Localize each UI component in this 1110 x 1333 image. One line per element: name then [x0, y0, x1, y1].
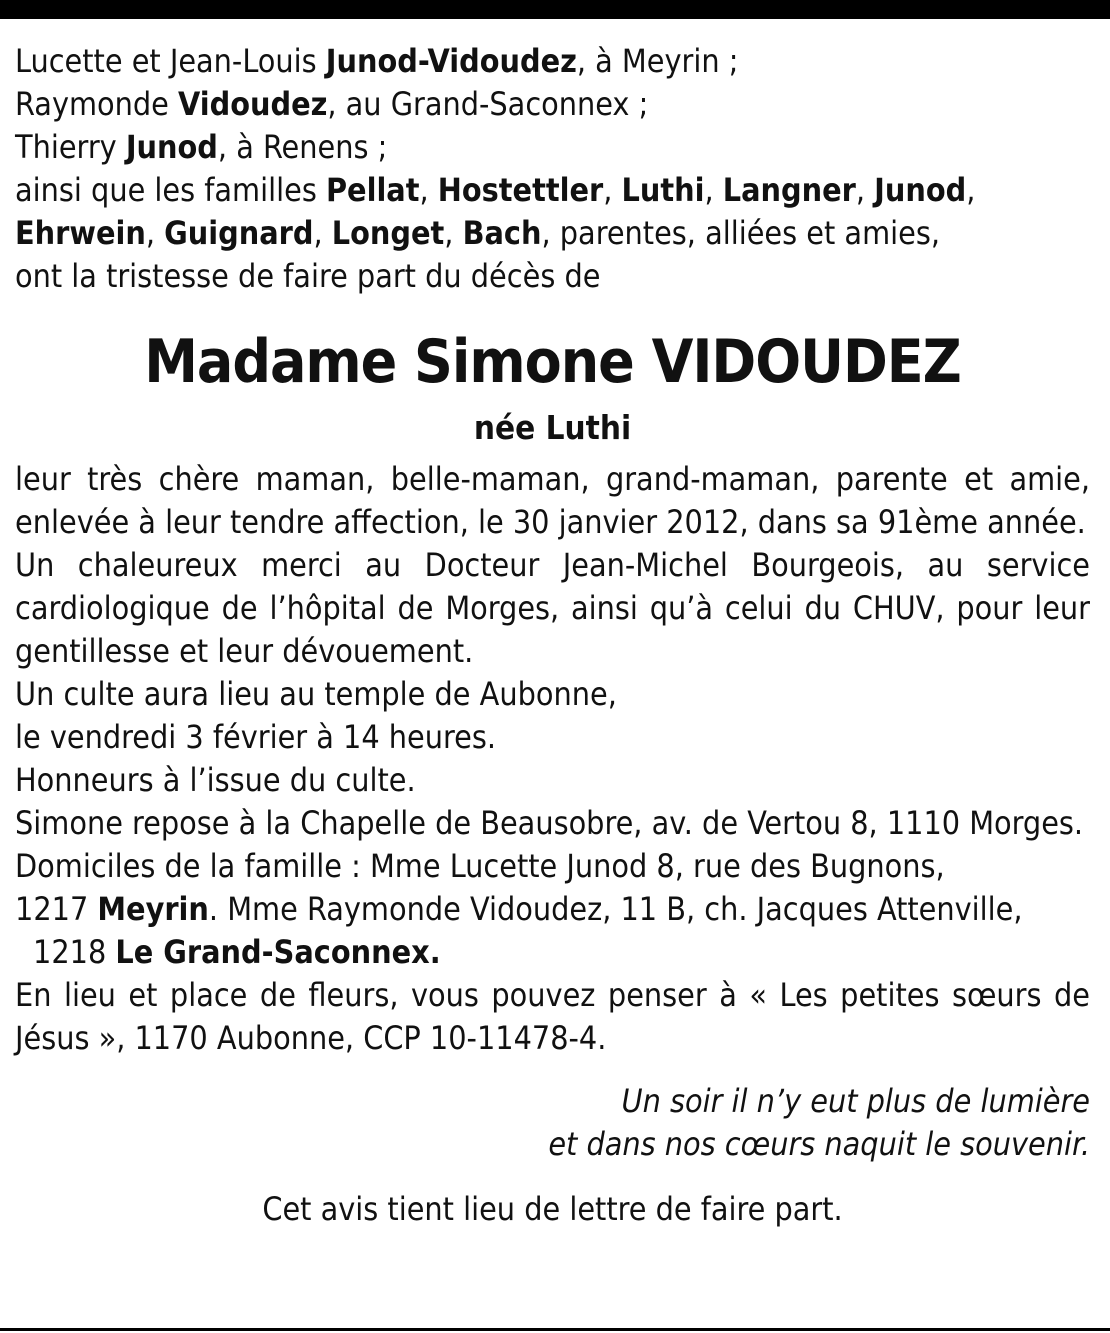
- family-surname: Longet: [331, 214, 445, 252]
- separator: ,: [313, 214, 332, 252]
- service-date: le vendredi 3 février à 14 heures.: [15, 718, 496, 756]
- family-line-3: [15, 126, 1090, 169]
- family-place: , à Meyrin ;: [576, 42, 739, 80]
- family-surname: Junod: [874, 171, 967, 209]
- families-line-1: ainsi que les familles Pellat, Hostettler, Luthi, Langner, Junod,: [15, 171, 976, 209]
- poem-line-2: et dans nos cœurs naquit le souvenir.: [548, 1125, 1090, 1163]
- family-surname: Langner: [722, 171, 856, 209]
- postcode: 1217: [15, 890, 98, 928]
- poem-line-1: Un soir il n’y eut plus de lumière: [621, 1082, 1090, 1120]
- family-name: Junod: [125, 128, 218, 166]
- address: . Mme Raymonde Vidoudez, 11 B, ch. Jacques Attenville,: [208, 890, 1023, 928]
- family-surname: Ehrwein: [15, 214, 146, 252]
- family-surname: Luthi: [621, 171, 705, 209]
- maiden-name: née Luthi: [473, 408, 632, 447]
- top-rule: [0, 0, 1110, 19]
- resting-place: Simone repose à la Chapelle de Beausobre, av. de Vertou 8, 1110 Morges.: [15, 804, 1084, 842]
- honours-note: Honneurs à l’issue du culte.: [15, 761, 416, 799]
- thanks-paragraph: Un chaleureux merci au Docteur Jean-Michel Bourgeois, au service cardiologique de l’hôpital de Morges, ainsi qu’à celui du CHUV, pour leur gentillesse et leur dévouement.: [15, 546, 1090, 670]
- town: Le Grand-Saconnex.: [115, 933, 441, 971]
- domicile-line-1: Domiciles de la famille : Mme Lucette Junod 8, rue des Bugnons,: [15, 847, 945, 885]
- separator: ,: [704, 171, 723, 209]
- family-name: Junod-Vidoudez: [325, 42, 577, 80]
- domicile-line-2: [15, 888, 1090, 931]
- family-surname: Pellat: [325, 171, 420, 209]
- family-text: Thierry: [15, 128, 126, 166]
- separator: ,: [855, 171, 875, 209]
- announcement: ont la tristesse de faire part du décès de: [15, 257, 601, 295]
- bottom-rule: [0, 1328, 1110, 1331]
- family-line-1: [15, 40, 1090, 83]
- separator: ,: [603, 171, 622, 209]
- family-text: Raymonde: [15, 85, 179, 123]
- family-surname: Hostettler: [437, 171, 604, 209]
- poem: [15, 1080, 1090, 1166]
- family-text: Lucette et Jean-Louis: [15, 42, 326, 80]
- families-line-2: [15, 212, 1090, 255]
- family-place: , à Renens ;: [217, 128, 388, 166]
- family-line-2: [15, 83, 1090, 126]
- separator: ,: [419, 171, 438, 209]
- deceased-name: Madame Simone VIDOUDEZ: [144, 327, 961, 397]
- family-place: , au Grand-Saconnex ;: [327, 85, 649, 123]
- donation-paragraph: En lieu et place de fleurs, vous pouvez penser à « Les petites sœurs de Jésus », 1170 Aubonne, CCP 10-11478-4.: [15, 976, 1090, 1057]
- service-location: Un culte aura lieu au temple de Aubonne,: [15, 675, 617, 713]
- closing-note: Cet avis tient lieu de lettre de faire part.: [262, 1190, 843, 1228]
- tribute-paragraph: leur très chère maman, belle-maman, grand-maman, parente et amie, enlevée à leur tendre affection, le 30 janvier 2012, dans sa 91ème année.: [15, 460, 1090, 541]
- town: Meyrin: [97, 890, 209, 928]
- postcode: 1218: [33, 933, 116, 971]
- family-name: Vidoudez: [178, 85, 328, 123]
- family-surname: Bach: [462, 214, 542, 252]
- separator: ,: [145, 214, 165, 252]
- domicile-line-3: [15, 931, 1090, 974]
- families-intro: ainsi que les familles: [15, 171, 326, 209]
- family-surname: Guignard: [164, 214, 314, 252]
- separator: ,: [444, 214, 463, 252]
- obituary-notice: [15, 40, 1090, 1231]
- families-tail: , parentes, alliées et amies,: [541, 214, 940, 252]
